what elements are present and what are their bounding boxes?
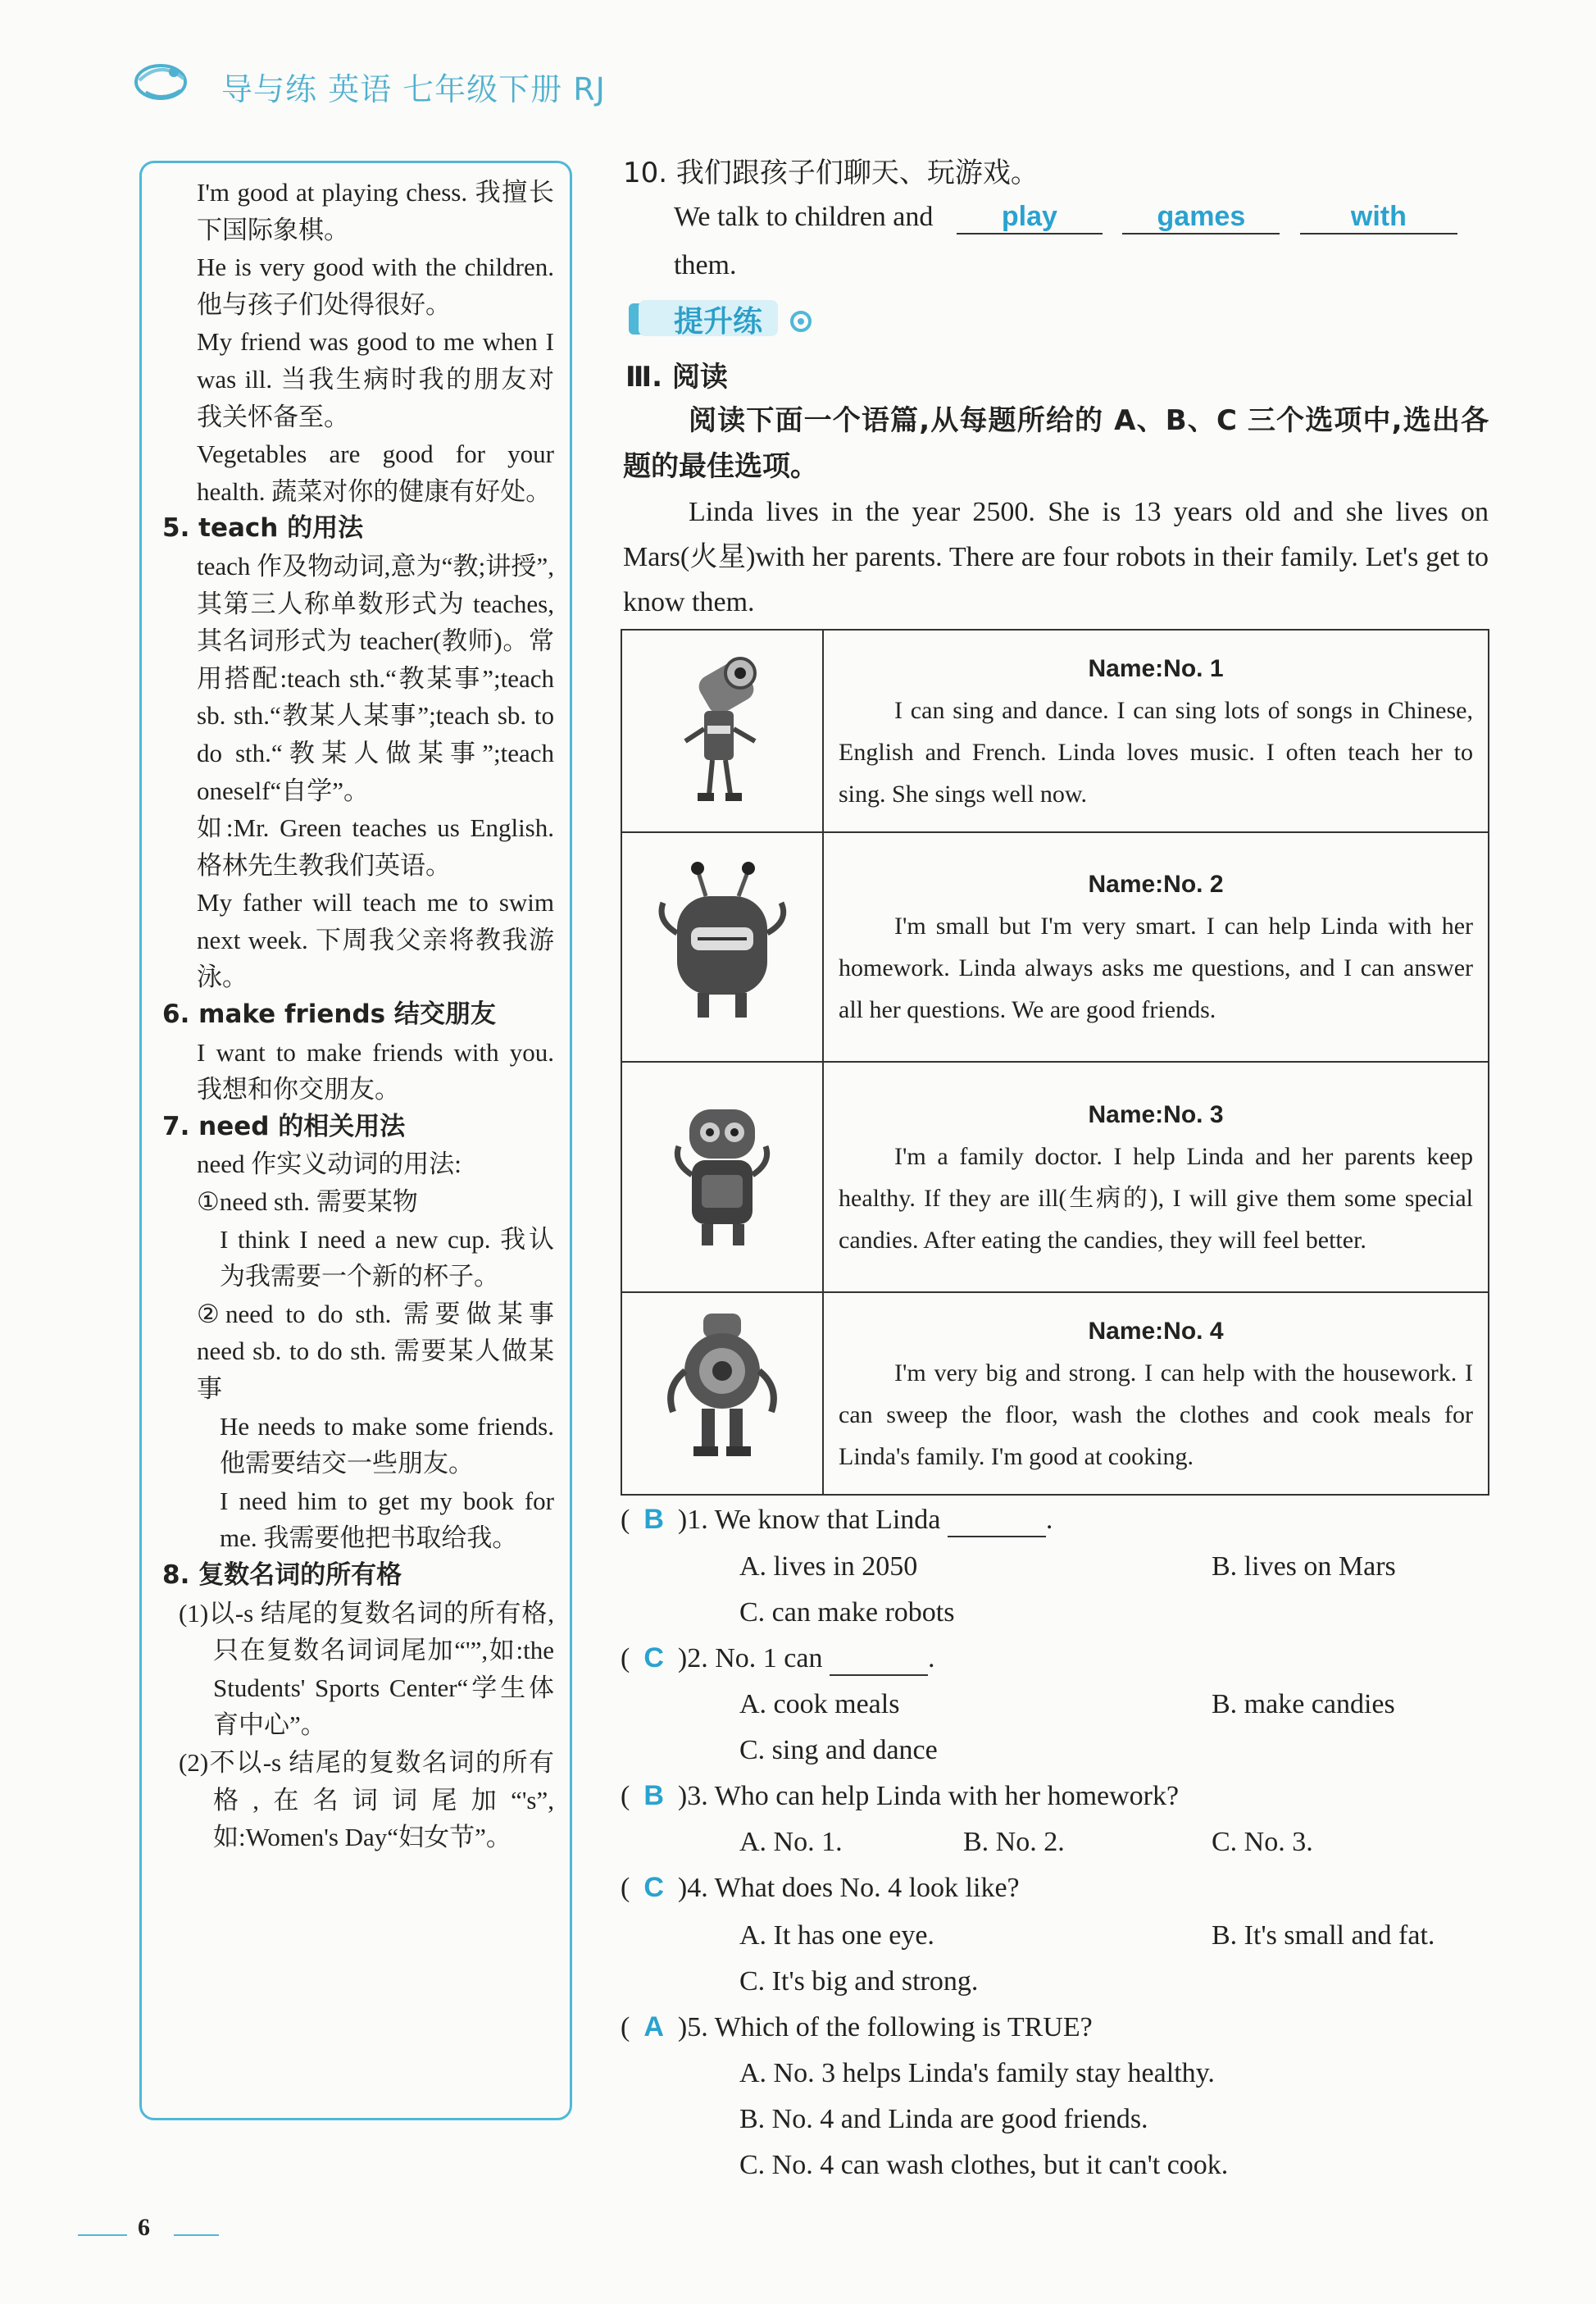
option-c[interactable]: C. sing and dance [739,1735,938,1765]
option-c[interactable]: C. No. 4 can wash clothes, but it can't cook. [739,2150,1229,2180]
answer-5[interactable]: A [643,2011,664,2042]
answer-2[interactable]: C [643,1642,664,1673]
question-3: ( B )3. Who can help Linda with her homework? [621,1780,1180,1811]
option-b[interactable]: B. No. 4 and Linda are good friends. [739,2104,1148,2134]
option-a[interactable]: A. No. 3 helps Linda's family stay healthy. [739,2058,1215,2088]
robot-3-icon [652,1085,792,1265]
robot-description: I'm small but I'm very smart. I can help Linda with her homework. Linda always asks me questions, and I can answer all her questions. We are good friends. [839,913,1473,1023]
robot-name: Name:No. 3 [1088,1100,1224,1128]
robot-text-cell [823,1292,1489,1495]
note-subpoint: ②need to do sth. 需要做某事 need sb. to do sth. 需要某人做某事 [197,1299,554,1403]
robot-description: I'm very big and strong. I can help with the housework. I can sweep the floor, wash the clothes and cook meals for Linda's family. I'm good at cooking. [839,1359,1473,1470]
option-b[interactable]: B. No. 2. [963,1827,1065,1857]
question-tail: . [927,1643,935,1673]
q10-text: We talk to children and [674,202,934,232]
instruction: 阅读下面一个语篇,从每题所给的 A、B、C 三个选项中,选出各题的最佳选项。 [623,404,1489,483]
q10-blank-2[interactable]: games [1122,201,1280,234]
q10-text-end: them. [674,250,737,280]
note-subpoint: (2)不以-s 结尾的复数名词的所有格,在名词词尾加“'s”,如:Women's Day“妇女节”。 [179,1747,554,1852]
note-example: I'm good at playing chess. 我擅长下国际象棋。 [197,178,554,244]
robot-image-cell [621,1292,823,1495]
option-c[interactable]: C. can make robots [739,1597,955,1628]
note-example: My friend was good to me when I was ill. 当我生病时我的朋友对我关怀备至。 [197,327,554,431]
note-example: Vegetables are good for your health. 蔬菜对你的健康有好处。 [197,439,554,506]
note-example: He needs to make some friends. 他需要结交一些朋友。 [220,1411,554,1478]
passage-intro: Linda lives in the year 2500. She is 13 years old and she lives on Mars(火星)with her parents. There are four robots in their family. Let's get to know them. [623,497,1489,617]
robot-image-cell [621,630,823,832]
robot-row [621,1062,1489,1292]
robot-name: Name:No. 2 [1088,871,1224,898]
robot-text-cell [823,630,1489,832]
question-5: ( A )5. Which of the following is TRUE? [621,2011,1093,2042]
question-blank[interactable] [830,1643,928,1676]
note-heading-need: 7. need 的相关用法 [162,1111,406,1141]
option-b[interactable]: B. It's small and fat. [1212,1920,1435,1951]
q10-blank-1[interactable]: play [957,201,1103,234]
robot-name: Name:No. 1 [1088,654,1224,682]
robot-row [621,1292,1489,1495]
question-blank[interactable] [948,1505,1046,1537]
robot-description: I'm a family doctor. I help Linda and her parents keep healthy. If they are ill(生病的), I will give them some special candies. After eating the candies, they will feel better. [839,1142,1473,1254]
answer-4[interactable]: C [643,1872,664,1903]
q10-chinese: 10. 我们跟孩子们聊天、玩游戏。 [623,157,1039,189]
part-title: Ⅲ. 阅读 [625,361,728,394]
logo-icon [130,56,195,105]
question-4: ( C )4. What does No. 4 look like? [621,1872,1020,1903]
note-example: He is very good with the children. 他与孩子们处得很好。 [197,253,554,319]
q10-english [674,201,1494,234]
robots-table [621,629,1489,1496]
note-example: My father will teach me to swim next week. 下周我父亲将教我游泳。 [197,888,554,992]
note-subpoint: (1)以-s 结尾的复数名词的所有格,只在复数名词词尾加“'”,如:the Students' Sports Center“学生体育中心”。 [179,1598,554,1740]
robot-2-icon [640,855,804,1036]
section-badge-label: 提升练 [674,305,763,339]
robot-4-icon [652,1305,792,1478]
note-subpoint: ①need sth. 需要某物 [197,1187,418,1217]
option-a[interactable]: A. No. 1. [739,1827,843,1857]
question-stem: )2. No. 1 can [677,1643,823,1673]
robot-name: Name:No. 4 [1088,1317,1224,1345]
q10-blank-3[interactable]: with [1300,201,1457,234]
note-example: I think I need a new cup. 我认为我需要一个新的杯子。 [220,1224,554,1291]
robot-text-cell [823,1062,1489,1292]
answer-1[interactable]: B [643,1504,664,1535]
robot-image-cell [621,832,823,1062]
question-stem: )5. Which of the following is TRUE? [677,2012,1093,2042]
option-a[interactable]: A. lives in 2050 [739,1551,918,1582]
answer-3[interactable]: B [643,1780,664,1811]
note-example: I need him to get my book for me. 我需要他把书取给我。 [220,1486,554,1553]
question-stem: )3. Who can help Linda with her homework? [677,1781,1180,1811]
notes-content [162,174,554,1856]
robot-text-cell [823,832,1489,1062]
question-2: ( C )2. No. 1 can . [621,1642,934,1676]
note-heading-make-friends: 6. make friends 结交朋友 [162,999,496,1030]
option-b[interactable]: B. make candies [1212,1689,1395,1719]
note-example: 如:Mr. Green teaches us English. 格林先生教我们英语。 [197,813,554,880]
robot-row [621,832,1489,1062]
option-a[interactable]: A. It has one eye. [739,1920,934,1951]
note-heading-teach: 5. teach 的用法 [162,513,364,544]
question-stem: )1. We know that Linda [677,1505,941,1535]
option-c[interactable]: C. It's big and strong. [739,1966,979,1997]
page-number: 6 [138,2214,150,2241]
robot-1-icon [673,647,771,811]
robot-row [621,630,1489,832]
note-heading-plural-possessive: 8. 复数名词的所有格 [162,1560,402,1590]
question-1: ( B )1. We know that Linda . [621,1504,1053,1537]
option-a[interactable]: A. cook meals [739,1689,900,1719]
question-tail: . [1045,1505,1053,1535]
question-stem: )4. What does No. 4 look like? [677,1873,1020,1903]
page-number-line [78,2234,127,2236]
robot-description: I can sing and dance. I can sing lots of songs in Chinese, English and French. Linda loves music. I often teach her to sing. She sings well now. [839,696,1473,808]
robot-image-cell [621,1062,823,1292]
page-number-line [174,2234,219,2236]
page-header: 导与练 英语 七年级下册 RJ [221,71,606,107]
option-c[interactable]: C. No. 3. [1212,1827,1313,1857]
option-b[interactable]: B. lives on Mars [1212,1551,1396,1582]
note-body: teach 作及物动词,意为“教;讲授”,其第三人称单数形式为 teaches,其名词形式为 teacher(教师)。常用搭配:teach sth.“教某事”;teach sb. sth.“教某人某事”;teach sb. to do sth.“教某人做某事”;teach oneself“自学”。 [197,551,554,805]
note-body: need 作实义动词的用法: [197,1150,462,1179]
note-example: I want to make friends with you. 我想和你交朋友。 [197,1037,554,1104]
